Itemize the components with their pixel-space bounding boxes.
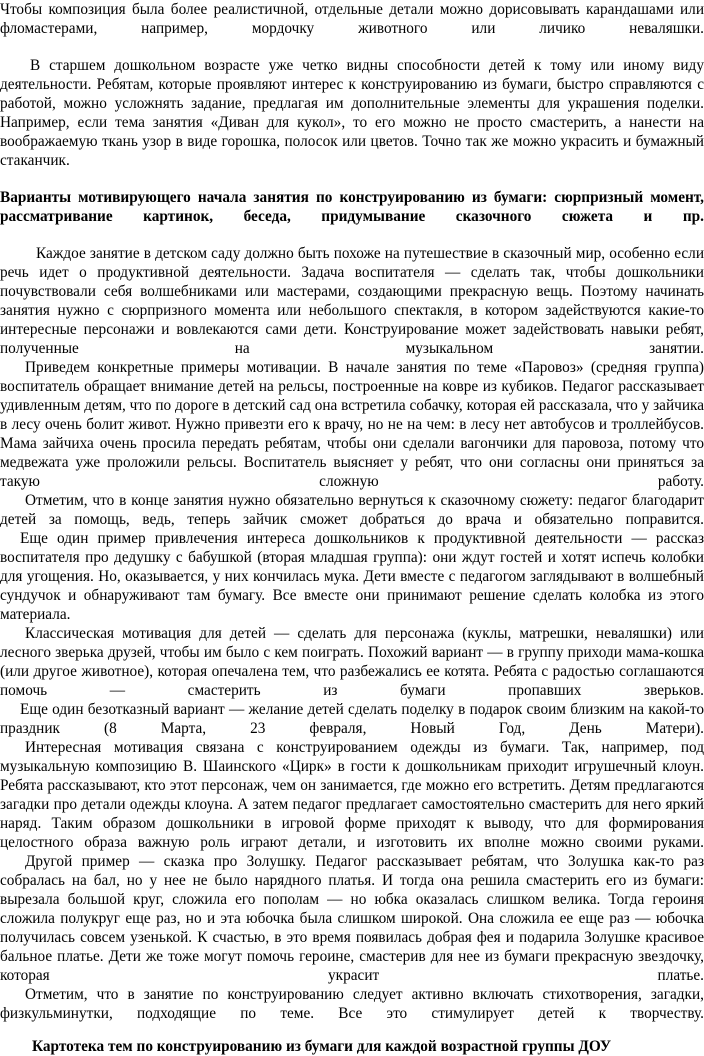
paragraph-story-return: Отметим, что в конце занятия нужно обязательно вернуться к сказочному сюжету: педагог благодарит детей за помощь, ведь, теперь зайчик сможет добраться до врача и обязательно поправится. bbox=[0, 492, 704, 528]
spacer bbox=[0, 170, 704, 188]
paragraph-train-example: Приведем конкретные примеры мотивации. В начале занятия по теме «Паровоз» (средняя группа) воспитатель обращает внимание детей на рельсы, построенные на ковре из кубиков. Педагог рассказывает удивленным детям, что по дороге в детский сад она встретила собачку, которая ей рассказала, что у зайчика в лесу очень болит живот. Нужно привезти его к врачу, но не на чем: в лесу нет автобусов и троллейбусов. Мама зайчиха очень просила передать ребятам, чтобы они сделали вагончики для паровоза, потому что медвежата уже проложили рельсы. Воспитатель выясняет у ребят, что они согласны они приняться за такую сложную работу. bbox=[0, 359, 704, 490]
paragraph-clown: Интересная мотивация связана с конструированием одежды из бумаги. Так, например, под музыкальную композицию В. Шаинского «Цирк» в гости к дошкольникам приходит игрушечный клоун. Ребята рассказывают, кто этот персонаж, чем он занимается, где можно его встретить. Детям предлагаются загадки про детали одежды клоуна. А затем педагог предлагает самостоятельно смастерить для него яркий наряд. Таким образом дошкольники в игровой форме приходят к выводу, что для формирования целостного образа важную роль играют детали, и изготовить их вполне можно своими руками. bbox=[0, 739, 704, 851]
paragraph-fairy-tale: Каждое занятие в детском саду должно быть похоже на путешествие в сказочный мир, особенно если речь идет о продуктивной деятельности. Задача воспитателя — сделать так, чтобы дошкольники почувствовали себя волшебниками или мастерами, создающими прекрасную вещь. Поэтому начинать занятия нужно с сюрпризного момента или небольшого спектакля, в котором задействуются какие-то интересные персонажи и вовлекаются сами дети. Конструирование может задействовать навыки ребят, полученные на музыкальном занятии. bbox=[0, 245, 704, 357]
paragraph-intro: Чтобы композиция была более реалистичной, отдельные детали можно дорисовывать карандашами или фломастерами, например, мордочку животного или личико неваляшки. bbox=[0, 1, 704, 37]
spacer bbox=[0, 226, 704, 244]
paragraph-grandparents: Еще один пример привлечения интереса дошкольников к продуктивной деятельности — рассказ воспитателя про дедушку с бабушкой (вторая младшая группа): они ждут гостей и хотят испечь колобки для угощения. Но, оказывается, у них кончилась мука. Дети вместе с педагогом заглядывают в волшебный сундучок и обнаруживают там бумагу. Все вместе они принимают решение сделать колобка из этого материала. bbox=[0, 530, 704, 623]
paragraph-poems: Отметим, что в занятие по конструированию следует активно включать стихотворения, загадки, физкульминутки, подходящие по теме. Все это стимулирует детей к творчеству. bbox=[0, 986, 704, 1022]
section-heading-motivation: Варианты мотивирующего начала занятия по конструированию из бумаги: сюрпризный момент, рассматривание картинок, беседа, придумывание сказочного сюжета и пр. bbox=[0, 189, 704, 225]
spacer bbox=[0, 38, 704, 56]
paragraph-gift: Еще один безотказный вариант — желание детей сделать поделку в подарок своим близким на какой-то праздник (8 Марта, 23 февраля, Новый Год, День Матери). bbox=[0, 701, 704, 737]
spacer bbox=[0, 1023, 704, 1037]
paragraph-classic-motivation: Классическая мотивация для детей — сделать для персонажа (куклы, матрешки, неваляшки) или лесного зверька друзей, чтобы им было с кем поиграть. Похожий вариант — в группу приходи мама-кошка (или другое животное), которая опечалена тем, что разбежались ее котята. Ребята с радостью соглашаются помочь — смастерить из бумаги пропавших зверьков. bbox=[0, 625, 704, 699]
section-heading-card-index: Картотека тем по конструированию из бумаги для каждой возрастной группы ДОУ bbox=[32, 1038, 612, 1055]
paragraph-senior-age: В старшем дошкольном возрасте уже четко видны способности детей к тому или иному виду деятельности. Ребятам, которые проявляют интерес к конструированию из бумаги, быстро справляются с работой, можно усложнять задание, предлагая им дополнительные элементы для украшения поделки. Например, если тема занятия «Диван для кукол», то его можно не просто смастерить, а нанести на воображаемую ткань узор в виде горошка, полосок или цветов. Точно так же можно украсить и бумажный стаканчик. bbox=[0, 57, 704, 169]
paragraph-cinderella: Другой пример — сказка про Золушку. Педагог рассказывает ребятам, что Золушка как-то раз собралась на бал, но у нее не было нарядного платья. И тогда она решила смастерить его из бумаги: вырезала большой круг, сложила его пополам — но юбка оказалась слишком велика. Тогда героиня сложила полукруг еще раз, но и эта юбочка была слишком широкой. Она сложила ее еще раз — юбочка получилась совсем узенькой. К счастью, в это время появилась добрая фея и подарила Золушке красивое бальное платье. Дети же тоже могут помочь героине, смастерив для нее из бумаги прекрасную звездочку, которая украсит платье. bbox=[0, 853, 704, 984]
